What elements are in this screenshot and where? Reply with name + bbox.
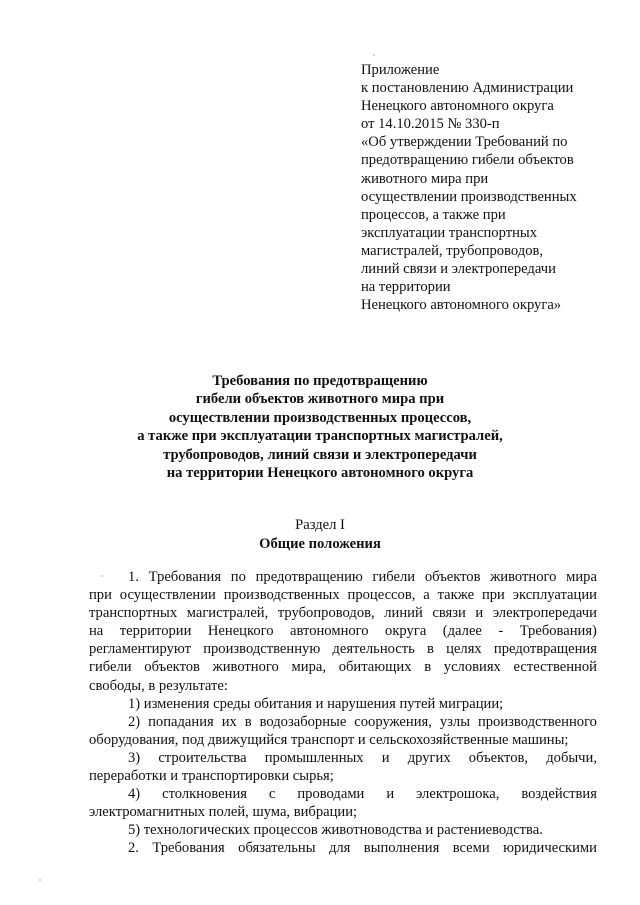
body-line <box>89 677 597 695</box>
body-line <box>89 640 597 658</box>
body-word: предотвращения <box>493 641 597 658</box>
body-word: процессов, <box>347 587 416 604</box>
body-word: объектов, <box>468 749 529 766</box>
body-line <box>89 839 597 857</box>
scan-speck <box>39 879 41 881</box>
body-word: производственных <box>223 587 340 604</box>
body-word: животного <box>212 659 279 676</box>
body-line <box>89 568 597 586</box>
scan-speck <box>373 54 375 56</box>
body-line-text: свободы, в результате: <box>89 677 228 694</box>
body-word: 4) <box>128 786 141 803</box>
body-word: электрошока, <box>416 786 500 803</box>
body-word: а <box>423 587 430 604</box>
title-line: на территории Ненецкого автономного округа <box>166 465 474 482</box>
body-word: деятельность <box>332 641 415 658</box>
appendix-line: магистралей, трубопроводов, <box>361 242 544 259</box>
body-word: выполнения <box>363 840 440 857</box>
body-word: других <box>407 749 451 766</box>
body-word: промышленных <box>264 749 364 766</box>
body-word: обитающих <box>338 659 412 676</box>
body-word: 3) <box>128 749 141 766</box>
body-word: Требования) <box>519 623 597 640</box>
body-word: обязательны <box>238 840 316 857</box>
body-word: объектов <box>424 569 481 585</box>
body-word: производственного <box>477 713 597 730</box>
section-heading: Общие положения <box>259 536 381 552</box>
body-word: регламентируют <box>89 641 191 658</box>
body-word: мира <box>566 569 597 585</box>
body-word: в <box>424 659 432 676</box>
body-word: гибели <box>89 659 132 676</box>
body-line <box>89 803 597 821</box>
body-line <box>89 695 597 713</box>
body-word: магистралей, <box>186 605 269 622</box>
appendix-line: линий связи и электропередачи <box>361 261 556 278</box>
body-word: округа <box>385 623 427 640</box>
appendix-line: от 14.10.2015 № 330-п <box>361 116 500 133</box>
appendix-line: предотвращению гибели объектов <box>361 152 574 169</box>
appendix-line: осуществлении производственных <box>361 188 577 205</box>
body-word: животного <box>490 569 557 585</box>
body-line <box>89 658 597 676</box>
body-word: 1. <box>128 569 139 585</box>
body-word: электропередачи <box>492 605 597 622</box>
body-line <box>89 713 597 731</box>
body-word: на <box>89 623 104 640</box>
appendix-line: на территории <box>361 279 451 296</box>
body-word: связи <box>432 605 466 622</box>
document-title <box>0 372 640 482</box>
body-word: и <box>386 786 395 803</box>
body-word: автономного <box>290 623 369 640</box>
body-word: и <box>381 749 390 766</box>
body-word: Ненецкого <box>207 623 274 640</box>
appendix-line: к постановлению Администрации <box>361 80 574 97</box>
body-word: при <box>89 587 112 604</box>
body-word: линий <box>384 605 423 622</box>
body-word: столкновения <box>162 786 247 803</box>
body-line <box>89 749 597 767</box>
body-line <box>89 785 597 803</box>
section-header <box>0 516 640 554</box>
body-word: эксплуатации <box>512 587 597 604</box>
scan-speck <box>101 575 103 577</box>
body-word: гибели <box>372 569 416 585</box>
body-word: добычи, <box>546 749 597 766</box>
body-word: объектов <box>144 659 200 676</box>
body-line-text: 1) изменения среды обитания и нарушения путей миграции; <box>128 695 504 712</box>
body-word: юридическими <box>503 840 597 857</box>
body-word: сооружения, <box>354 713 432 730</box>
body-word: осуществлении <box>119 587 216 604</box>
body-word: узлы <box>439 713 470 730</box>
body-word: - <box>498 623 504 640</box>
body-word: воздействия <box>521 786 597 803</box>
body-word: производственную <box>203 641 321 658</box>
body-word: с <box>268 786 276 803</box>
body-line-text: 5) технологических процессов животноводства и растениеводства. <box>128 822 543 839</box>
appendix-line: животного мира при <box>361 170 489 187</box>
body-word: для <box>328 840 351 857</box>
body-word: трубопроводов, <box>277 605 375 622</box>
body-line-text: переработки и транспортировки сырья; <box>89 768 334 785</box>
title-line: гибели объектов животного мира при <box>195 391 445 408</box>
body-word: водозаборные <box>259 713 347 730</box>
body-word: 2. <box>128 840 139 857</box>
body-line <box>89 767 597 785</box>
appendix-line: процессов, а также при <box>361 206 506 223</box>
appendix-block <box>361 61 621 314</box>
body-word: условиях <box>443 659 501 676</box>
body-line-text: оборудования, под движущийся транспорт и сельскохозяйственные машины; <box>89 731 569 748</box>
title-line: а также при эксплуатации транспортных магистралей, <box>137 428 503 445</box>
section-label: Раздел I <box>295 517 345 533</box>
body-line <box>89 622 597 640</box>
appendix-line: «Об утверждении Требований по <box>361 134 568 151</box>
appendix-line: Приложение <box>361 62 440 78</box>
appendix-line: эксплуатации транспортных <box>361 224 537 241</box>
body-word: предотвращению <box>255 569 363 585</box>
body-word: всеми <box>452 840 490 857</box>
body-word: их <box>221 713 237 730</box>
appendix-line: Ненецкого автономного округа» <box>361 297 562 314</box>
body-word: 2) <box>128 713 141 730</box>
body-line <box>89 604 597 622</box>
body-line <box>89 731 597 749</box>
body-word: целях <box>446 641 482 658</box>
body-word: Требования <box>152 840 225 857</box>
body-line <box>89 821 597 839</box>
appendix-line: Ненецкого автономного округа <box>361 98 554 115</box>
body-line-text: электромагнитных полей, шума, вибрации; <box>89 804 358 821</box>
title-line: осуществлении производственных процессов, <box>168 409 472 426</box>
body-word: (далее <box>442 623 482 640</box>
body-word: и <box>475 605 484 622</box>
body-word: Требования <box>148 569 222 585</box>
body-line <box>89 586 597 604</box>
title-line: трубопроводов, линий связи и электропередачи <box>163 446 477 463</box>
body-text <box>89 568 597 858</box>
title-line: Требования по предотвращению <box>212 373 428 389</box>
body-word: по <box>230 569 246 585</box>
body-word: при <box>481 587 505 604</box>
body-word: строительства <box>158 749 247 766</box>
body-word: транспортных <box>89 605 178 622</box>
body-word: территории <box>119 623 192 640</box>
body-word: в <box>244 713 252 730</box>
body-word: попадания <box>148 713 214 730</box>
body-word: мира, <box>291 659 326 676</box>
body-word: также <box>437 587 475 604</box>
body-word: естественной <box>513 659 597 676</box>
body-word: в <box>427 641 434 658</box>
body-word: проводами <box>297 786 365 803</box>
